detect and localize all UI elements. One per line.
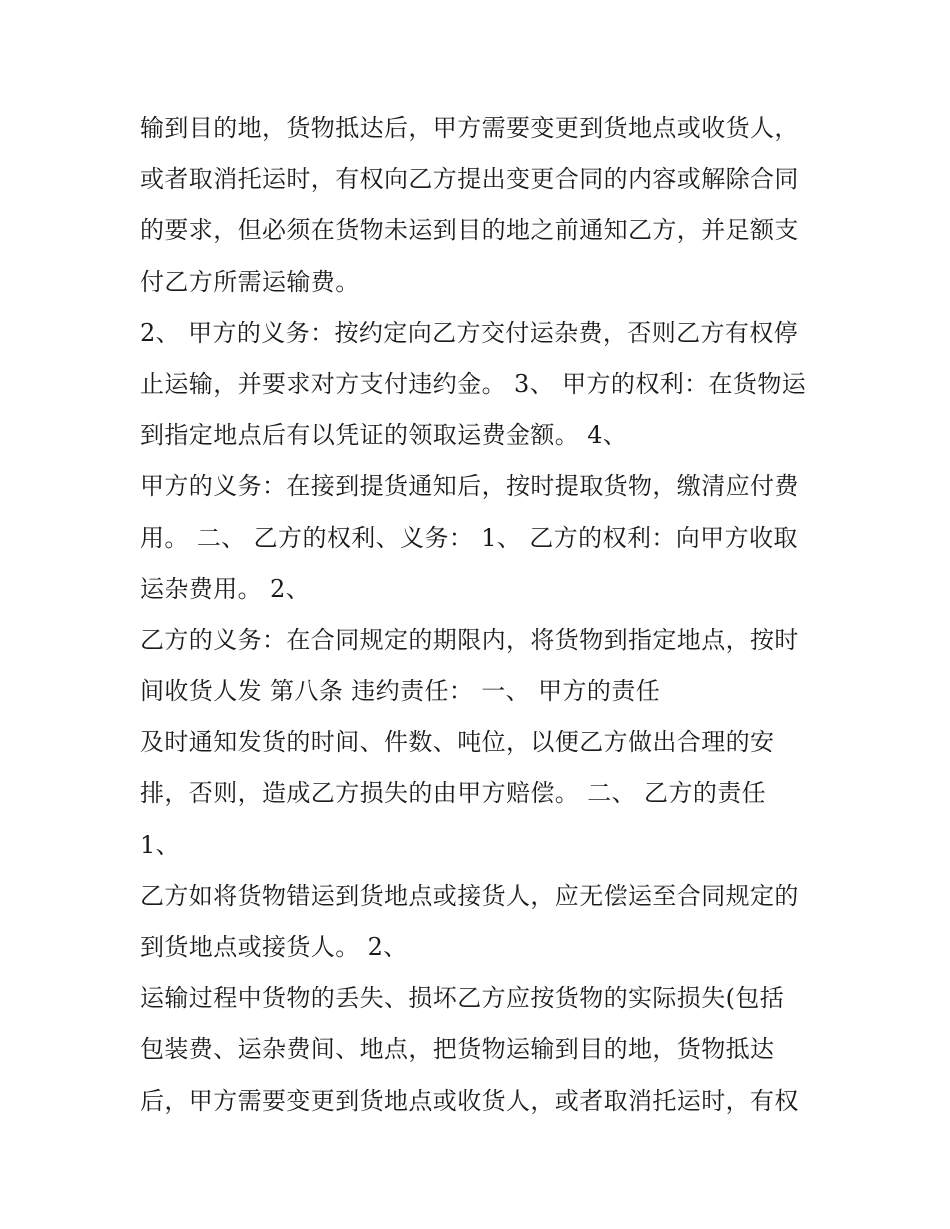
- text-line: 包装费、运杂费间、地点，把货物运输到目的地，货物抵达: [140, 1035, 775, 1064]
- text-line: 2、 甲方的义务：按约定向乙方交付运杂费，否则乙方有权停: [140, 318, 799, 347]
- text-line: 运输过程中货物的丢失、损坏乙方应按货物的实际损失(包括: [140, 984, 785, 1013]
- text-line: 1、: [140, 830, 181, 859]
- text-line: 乙方如将货物错运到货地点或接货人，应无偿运至合同规定的: [140, 881, 799, 910]
- text-line: 排，否则，造成乙方损失的由甲方赔偿。 二、 乙方的责任: [140, 779, 767, 808]
- text-line: 间收货人发 第八条 违约责任： 一、 甲方的责任: [140, 677, 661, 706]
- text-line: 或者取消托运时，有权向乙方提出变更合同的内容或解除合同: [140, 165, 799, 194]
- text-line: 甲方的义务：在接到提货通知后，按时提取货物，缴清应付费: [140, 472, 799, 501]
- text-line: 用。 二、 乙方的权利、义务： 1、 乙方的权利：向甲方收取: [140, 523, 798, 552]
- text-line: 的要求，但必须在货物未运到目的地之前通知乙方，并足额支: [140, 216, 799, 245]
- text-line: 运杂费用。 2、: [140, 574, 311, 603]
- text-line: 到货地点或接货人。 2、: [140, 933, 408, 961]
- text-line: 乙方的义务：在合同规定的期限内，将货物到指定地点，按时: [140, 625, 799, 654]
- text-line: 到指定地点后有以凭证的领取运费金额。 4、: [140, 421, 628, 450]
- text-line: 后，甲方需要变更到货地点或收货人，或者取消托运时，有权: [140, 1086, 799, 1115]
- text-line: 付乙方所需运输费。: [140, 267, 360, 296]
- text-line: 止运输，并要求对方支付违约金。 3、 甲方的权利：在货物运: [140, 369, 807, 398]
- document-body: [140, 103, 840, 1127]
- text-line: 及时通知发货的时间、件数、吨位，以便乙方做出合理的安: [140, 728, 775, 757]
- text-line: 输到目的地，货物抵达后，甲方需要变更到货地点或收货人，: [140, 114, 799, 142]
